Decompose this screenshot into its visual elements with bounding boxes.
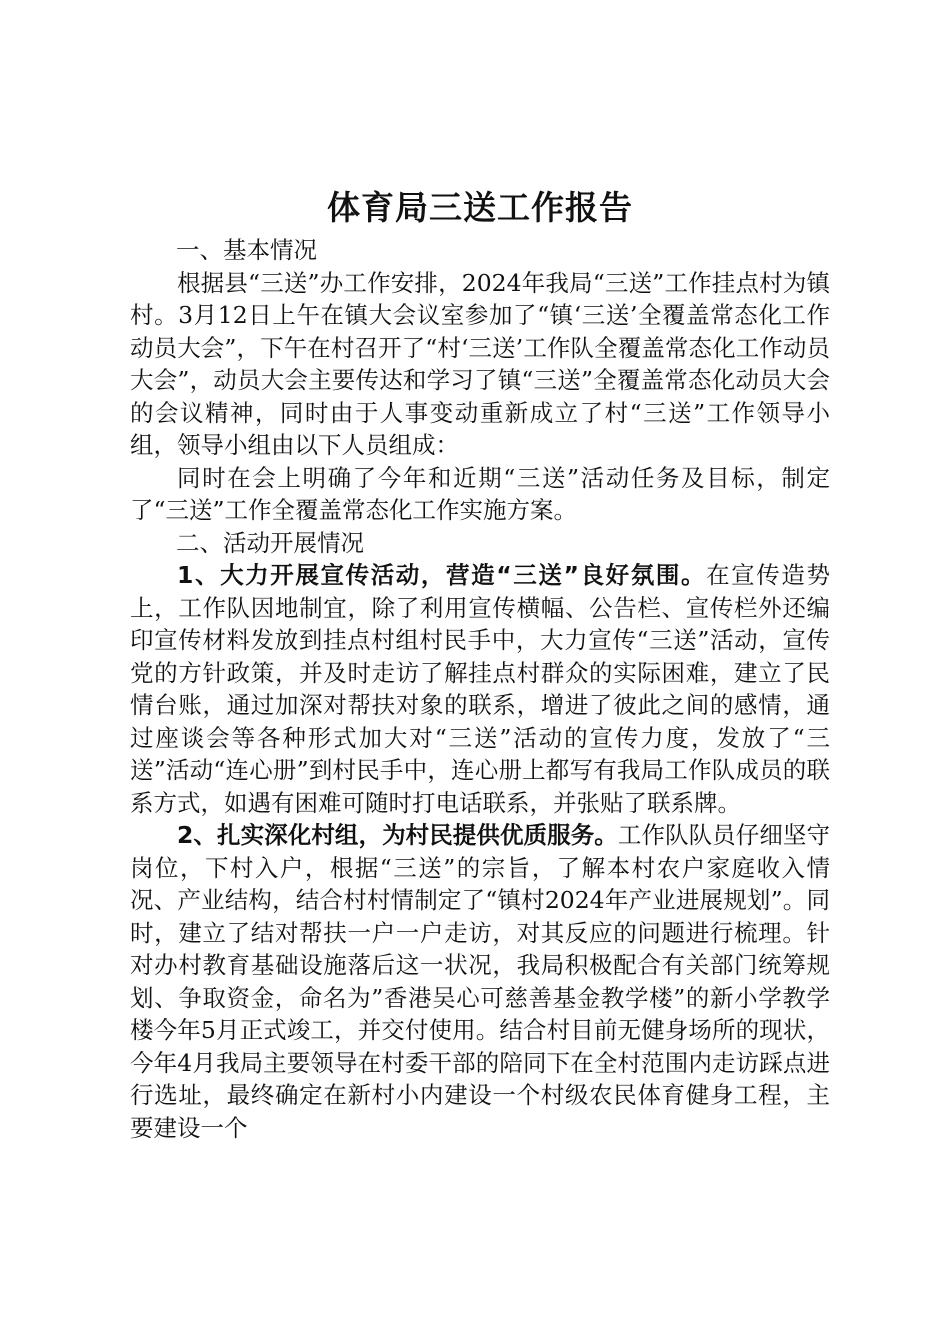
paragraph-basic-1: 根据县“三送”办工作安排，2024年我局“三送”工作挂点村为镇村。3月12日上午在镇大会议室参加了“镇‘三送’全覆盖常态化工作动员大会”，下午在村召开了“村‘三送’工作队全覆盖常态化工作动员大会”，动员大会主要传达和学习了镇“三送”全覆盖常态化动员大会的会议精神，同时由于人事变动重新成立了村“三送”工作领导小组，领导小组由以下人员组成： bbox=[130, 268, 830, 459]
document-title: 体育局三送工作报告 bbox=[327, 188, 633, 227]
document-page bbox=[130, 182, 830, 1144]
item-1-lead: 1、大力开展宣传活动，营造“三送”良好氛围。 bbox=[177, 561, 707, 589]
paragraph-item-1 bbox=[130, 559, 830, 819]
item-2-lead: 2、扎实深化村组，为村民提供优质服务。 bbox=[177, 821, 618, 849]
section-heading-basic: 一、基本情况 bbox=[176, 236, 317, 264]
paragraph-basic-2: 同时在会上明确了今年和近期“三送”活动任务及目标，制定了“三送”工作全覆盖常态化工作实施方案。 bbox=[130, 463, 830, 524]
paragraph-item-2 bbox=[130, 819, 830, 1144]
item-1-text: 在宣传造势上，工作队因地制宜，除了利用宣传横幅、公告栏、宣传栏外还编印宣传材料发放到挂点村组村民手中，大力宣传“三送”活动，宣传党的方针政策，并及时走访了解挂点村群众的实际困难，建立了民情台账，通过加深对帮扶对象的联系，增进了彼此之间的感情，通过座谈会等各种形式加大对“三送”活动的宣传力度，发放了“三送”活动“连心册”到村民手中，连心册上都写有我局工作队成员的联系方式，如遇有困难可随时打电话联系，并张贴了联系牌。 bbox=[130, 561, 831, 817]
section-heading-activities: 二、活动开展情况 bbox=[176, 528, 364, 557]
item-2-text: 工作队队员仔细坚守岗位，下村入户，根据“三送”的宗旨，了解本村农户家庭收入情况、产业结构，结合村村情制定了“镇村2024年产业进展规划”。同时，建立了结对帮扶一户一户走访，对其反应的问题进行梳理。针对办村教育基础设施落后这一状况，我局积极配合有关部门统筹规划、争取资金，命名为”香港吴心可慈善基金教学楼”的新小学教学楼今年5月正式竣工，并交付使用。结合村目前无健身场所的现状，今年4月我局主要领导在村委干部的陪同下在全村范围内走访踩点进行选址，最终确定在新村小内建设一个村级农民体育健身工程，主要建设一个 bbox=[130, 821, 830, 1142]
